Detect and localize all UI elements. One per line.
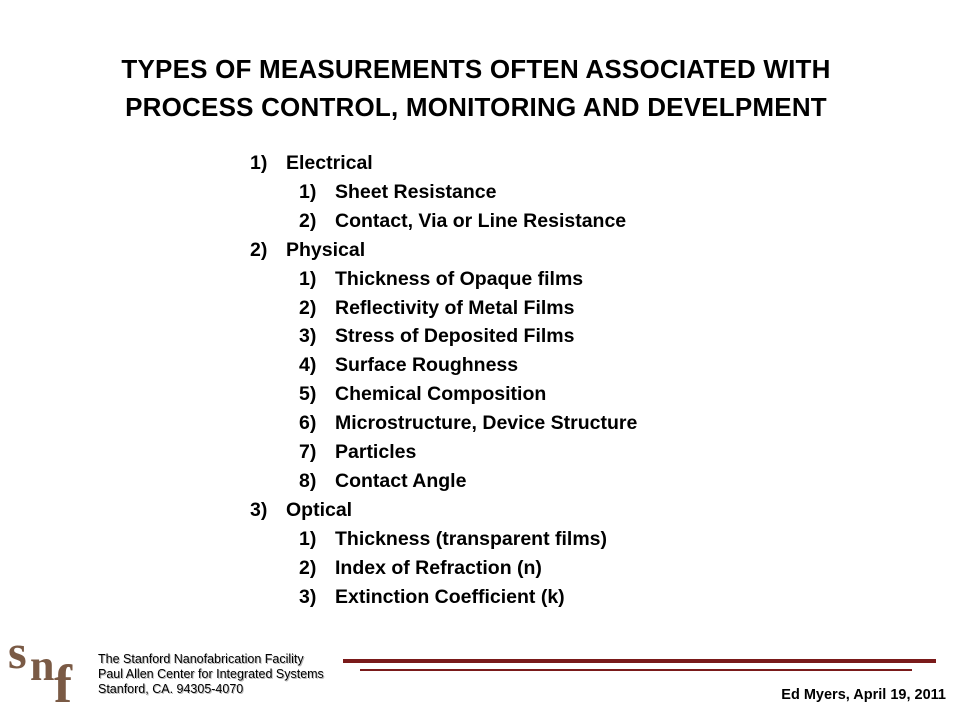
outline-subitem <box>250 178 637 207</box>
outline-label: Reflectivity of Metal Films <box>335 296 575 319</box>
outline-subitem <box>250 294 637 323</box>
outline-number: 4) <box>299 354 317 377</box>
measurement-outline <box>250 149 637 612</box>
outline-number: 8) <box>299 469 317 492</box>
facility-city: Stanford, CA. 94305-4070 <box>98 682 244 696</box>
outline-label: Surface Roughness <box>335 354 519 377</box>
outline-number: 7) <box>299 441 317 464</box>
logo-letter-f: f <box>54 654 72 714</box>
author-date: Ed Myers, April 19, 2011 <box>781 687 946 703</box>
slide-title <box>0 50 952 126</box>
outline-number: 3) <box>299 325 317 348</box>
outline-number: 2) <box>299 209 317 232</box>
footer-rule-thin <box>360 669 912 671</box>
outline-number: 2) <box>250 238 268 261</box>
outline-label: Stress of Deposited Films <box>335 325 575 348</box>
outline-number: 1) <box>299 267 317 290</box>
footer-rule-thick <box>343 659 936 663</box>
outline-number: 1) <box>299 180 317 203</box>
outline-subitem <box>250 322 637 351</box>
outline-number: 3) <box>299 585 317 608</box>
outline-number: 2) <box>299 556 317 579</box>
logo-letter-n: n <box>30 641 55 690</box>
logo-letter-s: s <box>8 628 27 679</box>
outline-subitem <box>250 525 637 554</box>
outline-subitem <box>250 583 637 612</box>
outline-number: 2) <box>299 296 317 319</box>
outline-subitem <box>250 207 637 236</box>
facility-address <box>98 652 324 697</box>
outline-label: Contact Angle <box>335 469 467 492</box>
outline-subitem <box>250 351 637 380</box>
outline-label: Electrical <box>286 152 373 174</box>
outline-label: Extinction Coefficient (k) <box>335 585 565 608</box>
title-line-2: PROCESS CONTROL, MONITORING AND DEVELPMENT <box>125 92 827 122</box>
outline-number: 1) <box>299 527 317 550</box>
outline-label: Particles <box>335 441 417 464</box>
outline-subitem <box>250 265 637 294</box>
outline-label: Microstructure, Device Structure <box>335 412 638 435</box>
outline-subitem <box>250 554 637 583</box>
outline-label: Chemical Composition <box>335 383 547 406</box>
outline-number: 6) <box>299 412 317 435</box>
outline-label: Optical <box>286 498 353 521</box>
outline-item-optical <box>250 496 637 525</box>
outline-subitem <box>250 409 637 438</box>
outline-number: 1) <box>250 152 268 174</box>
outline-subitem <box>250 380 637 409</box>
outline-subitem <box>250 438 637 467</box>
outline-label: Thickness of Opaque films <box>335 267 584 290</box>
outline-label: Sheet Resistance <box>335 180 497 203</box>
outline-label: Index of Refraction (n) <box>335 556 542 579</box>
facility-building: Paul Allen Center for Integrated Systems <box>98 667 324 681</box>
title-line-1: TYPES OF MEASUREMENTS OFTEN ASSOCIATED WITH <box>121 54 831 84</box>
outline-item-electrical <box>250 149 637 178</box>
outline-label: Thickness (transparent films) <box>335 527 607 550</box>
outline-number: 3) <box>250 498 268 521</box>
outline-subitem <box>250 467 637 496</box>
outline-label: Physical <box>286 238 366 261</box>
outline-number: 5) <box>299 383 317 406</box>
snf-logo <box>6 628 92 716</box>
facility-name: The Stanford Nanofabrication Facility <box>98 652 304 666</box>
outline-item-physical <box>250 236 637 265</box>
outline-label: Contact, Via or Line Resistance <box>335 209 627 232</box>
